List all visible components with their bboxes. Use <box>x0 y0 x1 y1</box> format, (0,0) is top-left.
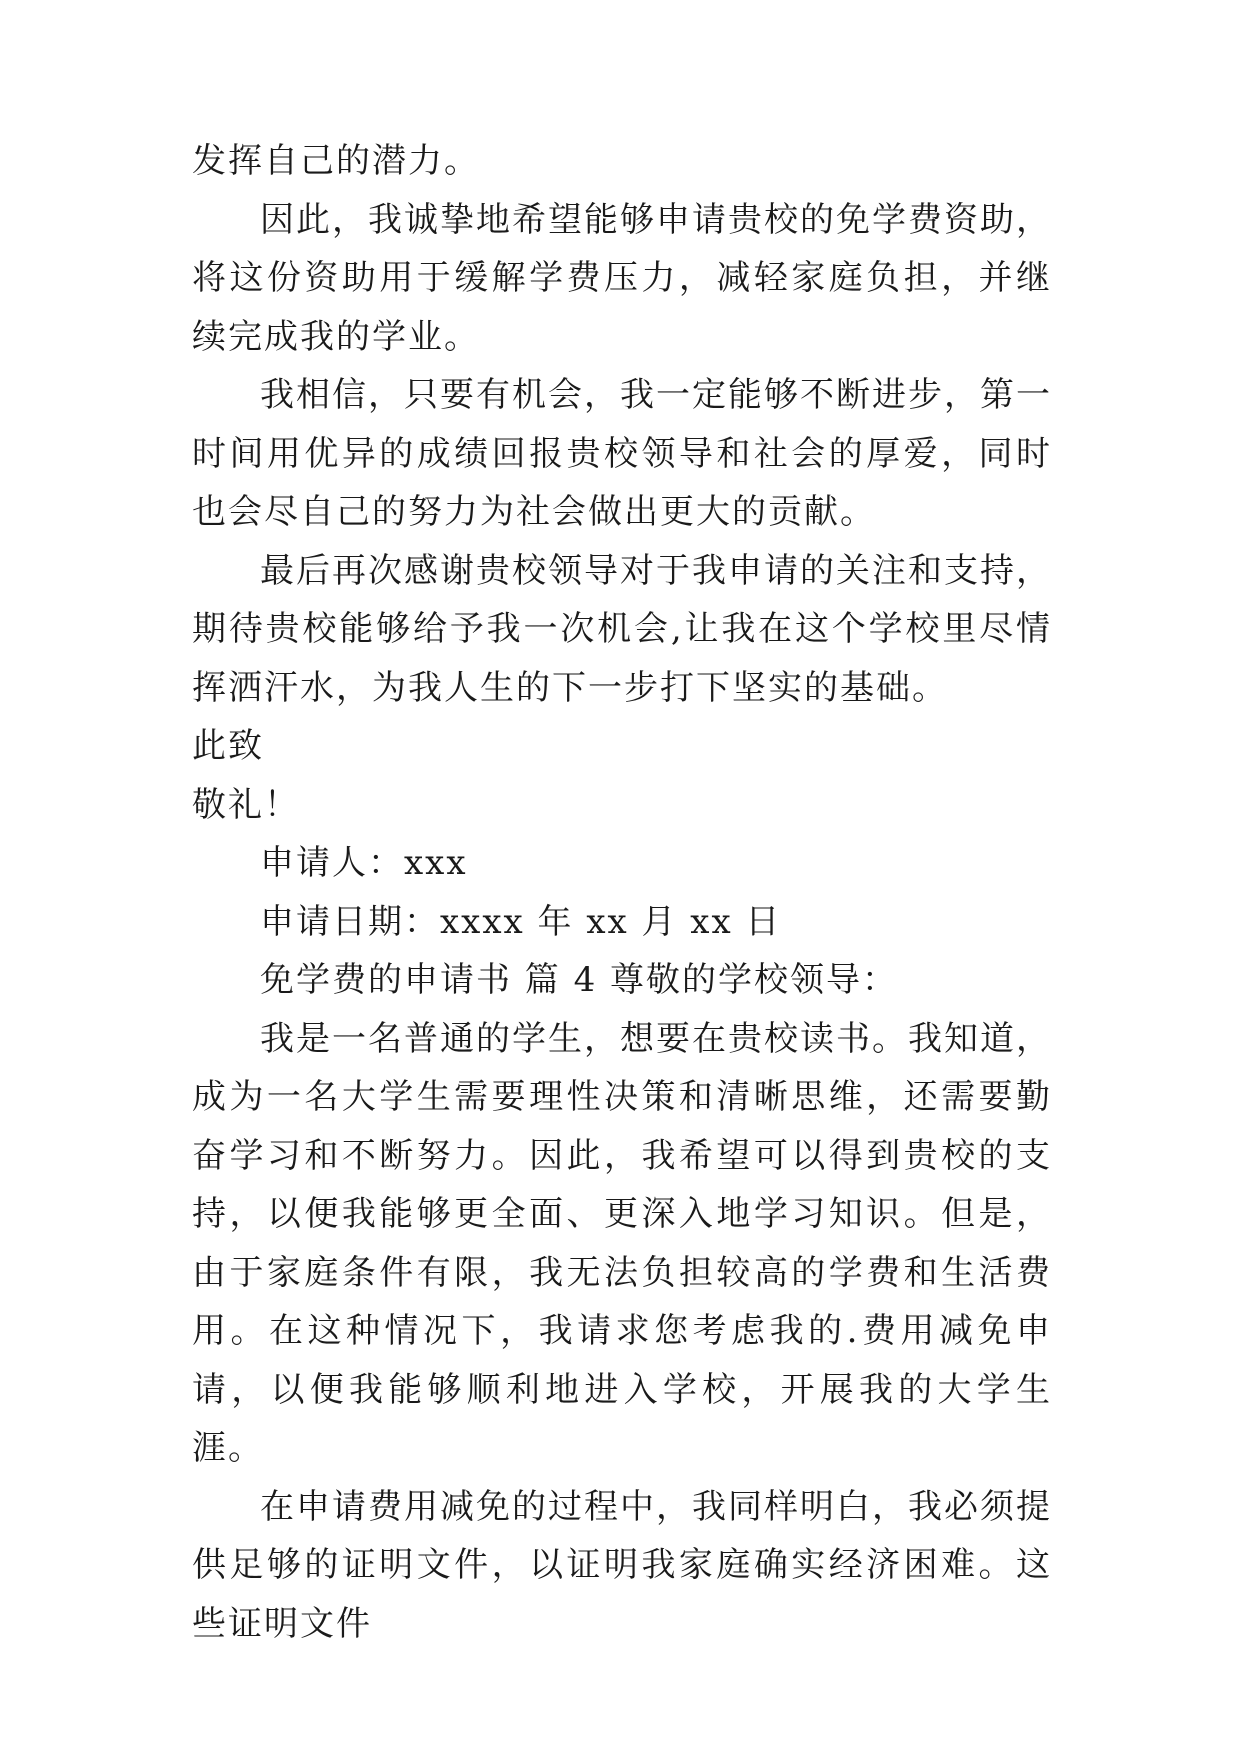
application-date-line: 申请日期：xxxx 年 xx 月 xx 日 <box>260 901 782 942</box>
salutation-cizhi: 此致 <box>192 726 264 766</box>
paragraph-request: 因此，我诚挚地希望能够申请贵校的免学费资助，将这份资助用于缓解学费压力，减轻家庭负担，并继续完成我的学业。 <box>192 199 1052 357</box>
applicant-line: 申请人：xxx <box>260 843 468 883</box>
section-heading: 免学费的申请书 篇 4 尊敬的学校领导： <box>260 960 899 1000</box>
paragraph-thanks: 最后再次感谢贵校领导对于我申请的关注和支持，期待贵校能够给予我一次机会,让我在这个学校里尽情挥洒汗水，为我人生的下一步打下坚实的基础。 <box>192 550 1052 708</box>
paragraph-closing-line: 发挥自己的潜力。 <box>192 141 480 181</box>
paragraph-proof: 在申请费用减免的过程中，我同样明白，我必须提供足够的证明文件，以证明我家庭确实经济困难。这些证明文件 <box>192 1486 1052 1644</box>
salutation-jingli: 敬礼！ <box>192 784 300 825</box>
paragraph-belief: 我相信，只要有机会，我一定能够不断进步，第一时间用优异的成绩回报贵校领导和社会的厚爱，同时也会尽自己的努力为社会做出更大的贡献。 <box>192 375 1052 532</box>
paragraph-introduction: 我是一名普通的学生，想要在贵校读书。我知道，成为一名大学生需要理性决策和清晰思维，还需要勤奋学习和不断努力。因此，我希望可以得到贵校的支持，以便我能够更全面、更深入地学习知识。但是，由于家庭条件有限，我无法负担较高的学费和生活费用。在这种情况下，我请求您考虑我的.费用减免申请，以便我能够顺利地进入学校，开展我的大学生涯。 <box>192 1018 1052 1468</box>
document-body <box>192 132 1052 1653</box>
